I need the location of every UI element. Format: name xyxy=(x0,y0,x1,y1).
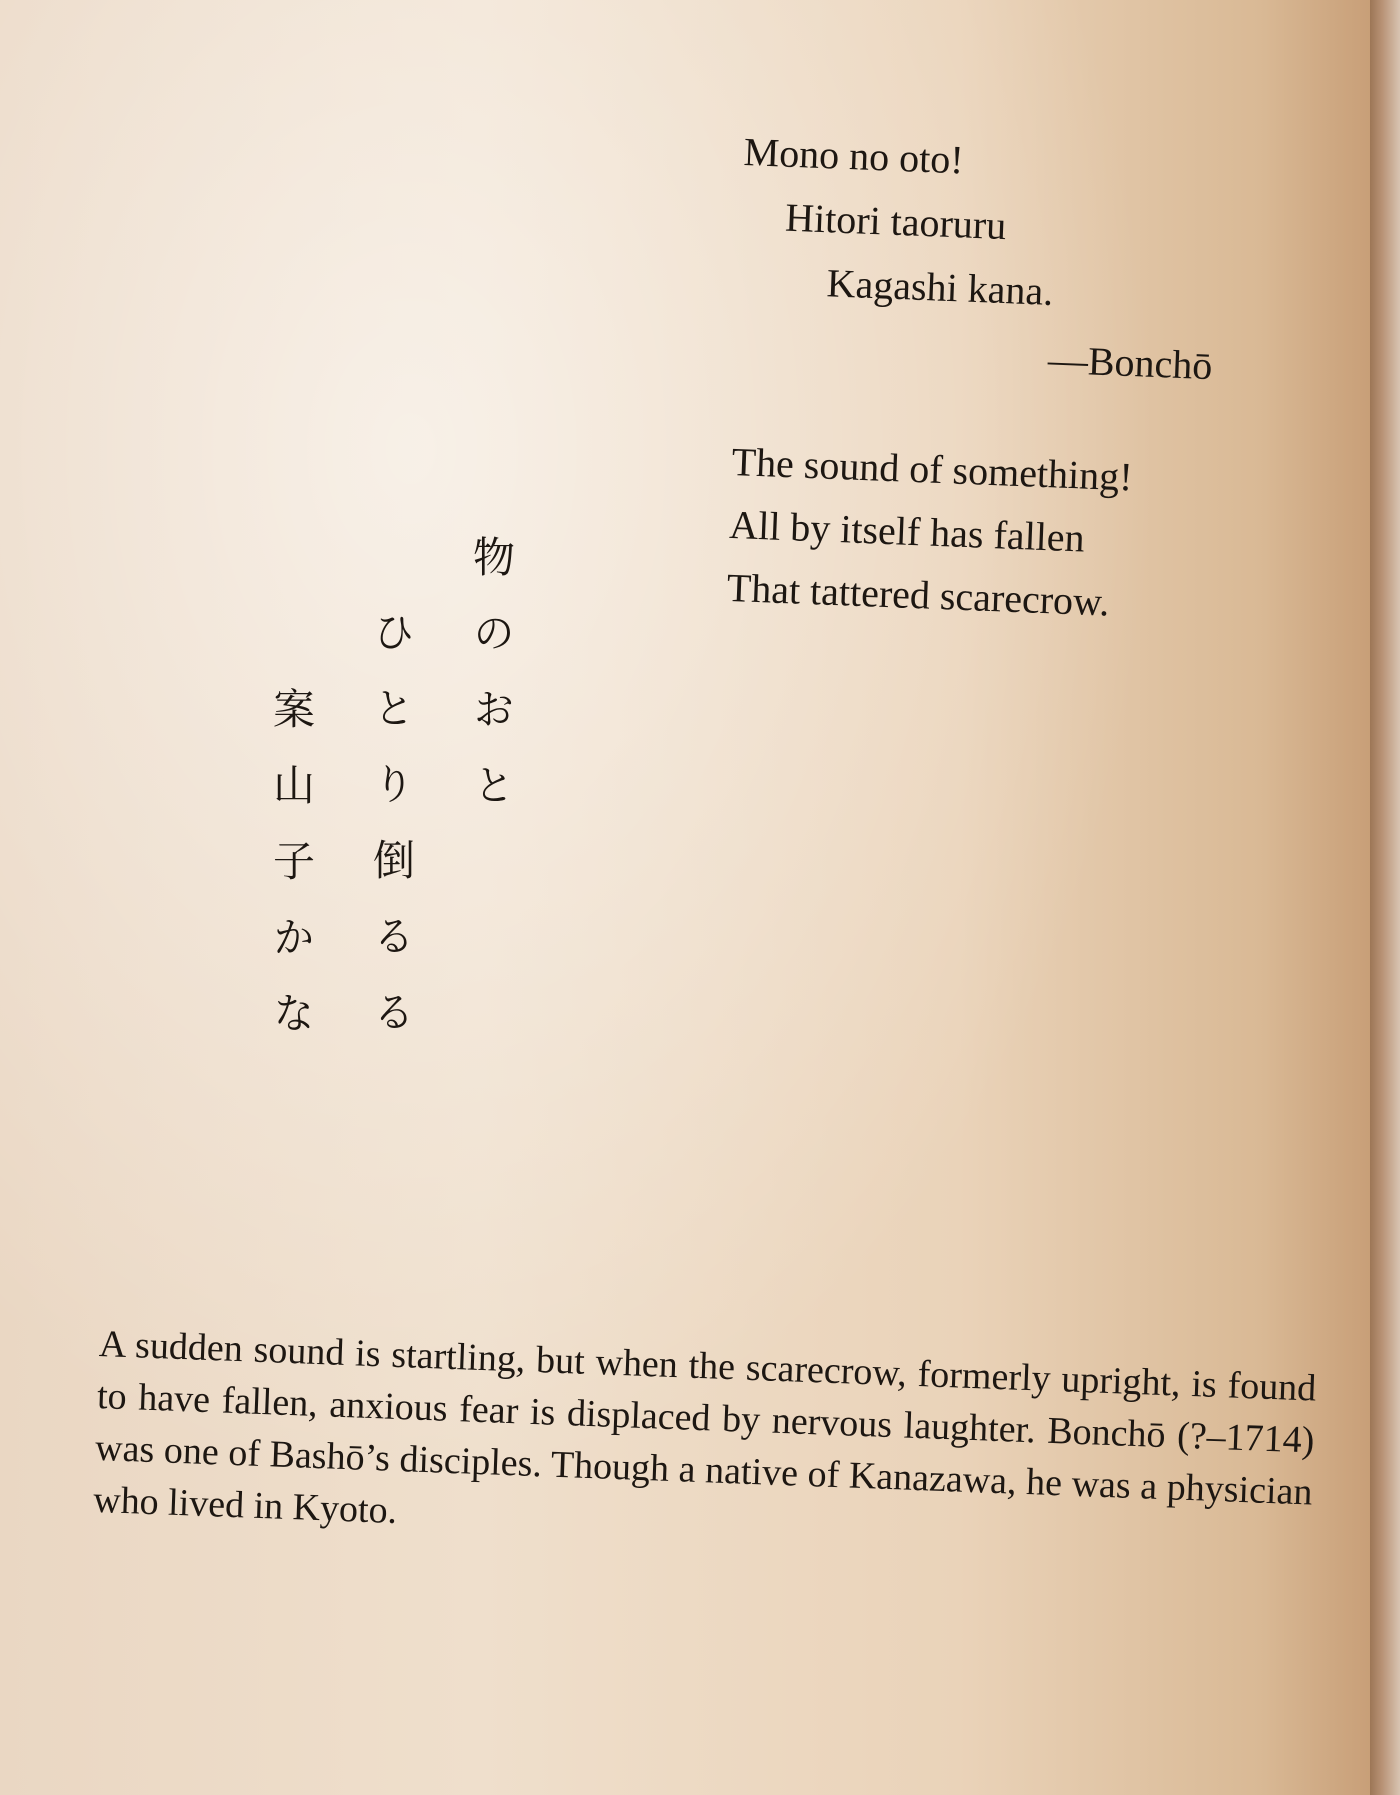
japanese-column-3: 案山子かな xyxy=(267,687,316,1067)
romaji-line-1: Mono no oto! xyxy=(742,128,965,183)
commentary-paragraph: A sudden sound is startling, but when the scarecrow, formerly upright, is found to have fallen, anxious fear is displaced by nervous laughter. Bonchō (?–1714) was one of Bashō’s disciples. Though a native of Kanazawa, he was a physician who lived in Kyoto. xyxy=(92,1322,1317,1533)
japanese-column-2: ひとり倒るる xyxy=(367,610,416,1066)
english-translation xyxy=(726,430,1134,634)
japanese-column-1: 物のおと xyxy=(467,535,516,839)
page-edge xyxy=(1370,0,1400,1795)
japanese-poem-vertical xyxy=(258,535,524,1067)
romaji-line-3: Kagashi kana. xyxy=(825,260,1055,314)
romaji-poem xyxy=(735,120,1221,398)
poem-author: —Bonchō xyxy=(1047,336,1214,389)
english-line-3: That tattered scarecrow. xyxy=(726,564,1111,625)
english-line-1: The sound of something! xyxy=(730,438,1134,500)
english-line-2: All by itself has fallen xyxy=(728,501,1086,561)
romaji-line-2: Hitori taoruru xyxy=(784,194,1008,249)
